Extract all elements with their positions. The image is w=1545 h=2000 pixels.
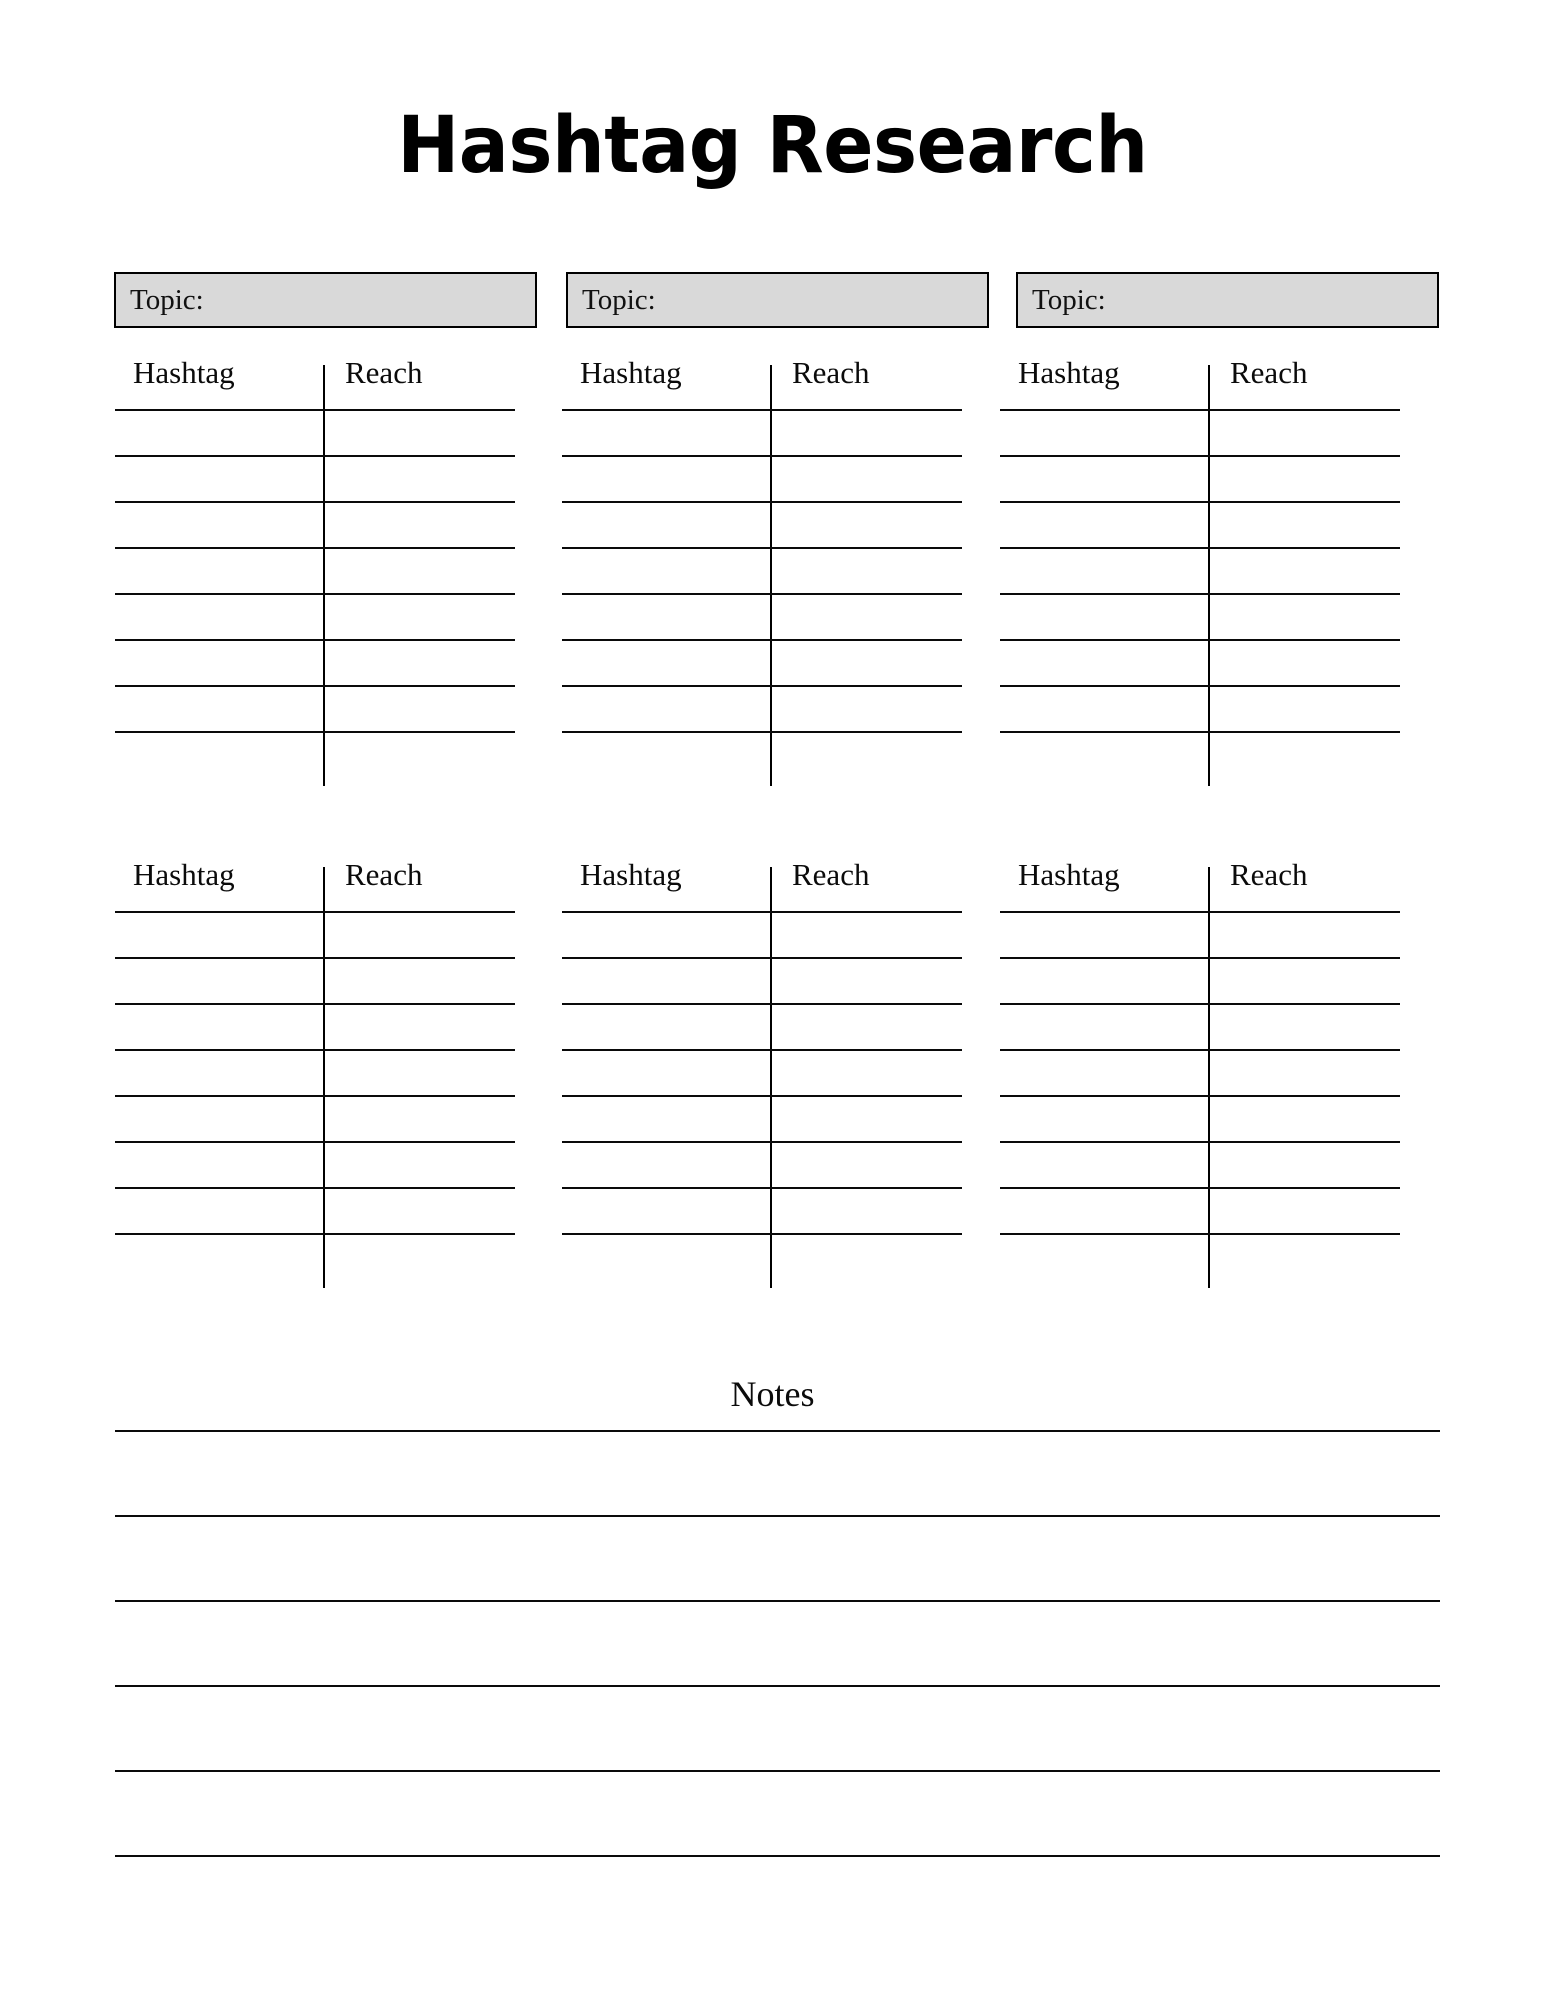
table-row-rule[interactable]	[115, 593, 515, 595]
table-header	[115, 353, 515, 401]
table-row-rule[interactable]	[115, 501, 515, 503]
table-row-rule[interactable]	[1000, 957, 1400, 959]
column-header-hashtag: Hashtag	[1018, 857, 1120, 892]
column-header-hashtag: Hashtag	[580, 355, 682, 390]
table-row-rule[interactable]	[115, 547, 515, 549]
topic-box-1[interactable]	[114, 272, 537, 328]
topic-row	[114, 272, 1439, 330]
table-row-rule[interactable]	[115, 1095, 515, 1097]
table-row-rule[interactable]	[115, 1003, 515, 1005]
table-rows	[1000, 911, 1400, 1287]
column-header-reach: Reach	[345, 355, 423, 390]
table-row-rule[interactable]	[1000, 911, 1400, 913]
table-row-rule[interactable]	[115, 1233, 515, 1235]
table-row-rule[interactable]	[115, 639, 515, 641]
topic-label-2: Topic:	[582, 284, 656, 316]
table-rows	[1000, 409, 1400, 785]
table-row-rule[interactable]	[562, 1233, 962, 1235]
table-row-rule[interactable]	[562, 593, 962, 595]
table-row-rule[interactable]	[1000, 685, 1400, 687]
table-rows	[562, 409, 962, 785]
table-row-rule[interactable]	[1000, 1187, 1400, 1189]
column-header-hashtag: Hashtag	[1018, 355, 1120, 390]
column-header-reach: Reach	[792, 857, 870, 892]
hashtag-table-top-center	[562, 353, 962, 783]
table-row-rule[interactable]	[115, 911, 515, 913]
column-header-reach: Reach	[1230, 355, 1308, 390]
table-row-rule[interactable]	[115, 1187, 515, 1189]
table-rows	[115, 911, 515, 1287]
table-row-rule[interactable]	[562, 1049, 962, 1051]
column-header-hashtag: Hashtag	[133, 857, 235, 892]
table-rows	[562, 911, 962, 1287]
table-row-rule[interactable]	[562, 1003, 962, 1005]
table-row-rule[interactable]	[562, 409, 962, 411]
table-row-rule[interactable]	[1000, 639, 1400, 641]
hashtag-table-bottom-right	[1000, 855, 1400, 1285]
table-row-rule[interactable]	[1000, 547, 1400, 549]
hashtag-table-bottom-left	[115, 855, 515, 1285]
table-row-rule[interactable]	[562, 731, 962, 733]
table-header	[1000, 855, 1400, 903]
table-row-rule[interactable]	[562, 1095, 962, 1097]
table-row-rule[interactable]	[1000, 1049, 1400, 1051]
table-row-rule[interactable]	[115, 1141, 515, 1143]
table-row-rule[interactable]	[1000, 455, 1400, 457]
page-title: Hashtag Research	[397, 101, 1148, 191]
table-row-rule[interactable]	[562, 501, 962, 503]
column-header-reach: Reach	[792, 355, 870, 390]
table-row-rule[interactable]	[1000, 409, 1400, 411]
table-row-rule[interactable]	[1000, 593, 1400, 595]
table-header	[562, 353, 962, 401]
hashtag-table-top-left	[115, 353, 515, 783]
column-header-reach: Reach	[345, 857, 423, 892]
table-row-rule[interactable]	[115, 455, 515, 457]
notes-write-area[interactable]	[115, 1430, 1440, 1870]
column-header-reach: Reach	[1230, 857, 1308, 892]
notes-line[interactable]	[115, 1515, 1440, 1517]
table-row-rule[interactable]	[115, 409, 515, 411]
topic-box-3[interactable]	[1016, 272, 1439, 328]
table-row-rule[interactable]	[1000, 501, 1400, 503]
table-row-rule[interactable]	[1000, 1095, 1400, 1097]
table-row-rule[interactable]	[115, 685, 515, 687]
table-row-rule[interactable]	[1000, 1141, 1400, 1143]
table-row-rule[interactable]	[562, 1141, 962, 1143]
table-header	[562, 855, 962, 903]
table-row-rule[interactable]	[1000, 731, 1400, 733]
table-row-rule[interactable]	[1000, 1003, 1400, 1005]
table-header	[1000, 353, 1400, 401]
table-row-rule[interactable]	[562, 1187, 962, 1189]
table-row-rule[interactable]	[562, 957, 962, 959]
notes-line[interactable]	[115, 1430, 1440, 1432]
table-row-rule[interactable]	[115, 731, 515, 733]
table-row-rule[interactable]	[562, 455, 962, 457]
hashtag-table-top-right	[1000, 353, 1400, 783]
notes-line[interactable]	[115, 1770, 1440, 1772]
table-row-rule[interactable]	[115, 957, 515, 959]
table-row-rule[interactable]	[115, 1049, 515, 1051]
table-row-rule[interactable]	[1000, 1233, 1400, 1235]
notes-line[interactable]	[115, 1855, 1440, 1857]
column-header-hashtag: Hashtag	[133, 355, 235, 390]
notes-heading: Notes	[730, 1374, 815, 1414]
table-row-rule[interactable]	[562, 547, 962, 549]
hashtag-table-bottom-center	[562, 855, 962, 1285]
table-row-rule[interactable]	[562, 911, 962, 913]
table-rows	[115, 409, 515, 785]
notes-line[interactable]	[115, 1600, 1440, 1602]
notes-line[interactable]	[115, 1685, 1440, 1687]
table-row-rule[interactable]	[562, 685, 962, 687]
topic-label-1: Topic:	[130, 284, 204, 316]
topic-label-3: Topic:	[1032, 284, 1106, 316]
table-row-rule[interactable]	[562, 639, 962, 641]
table-header	[115, 855, 515, 903]
column-header-hashtag: Hashtag	[580, 857, 682, 892]
topic-box-2[interactable]	[566, 272, 989, 328]
